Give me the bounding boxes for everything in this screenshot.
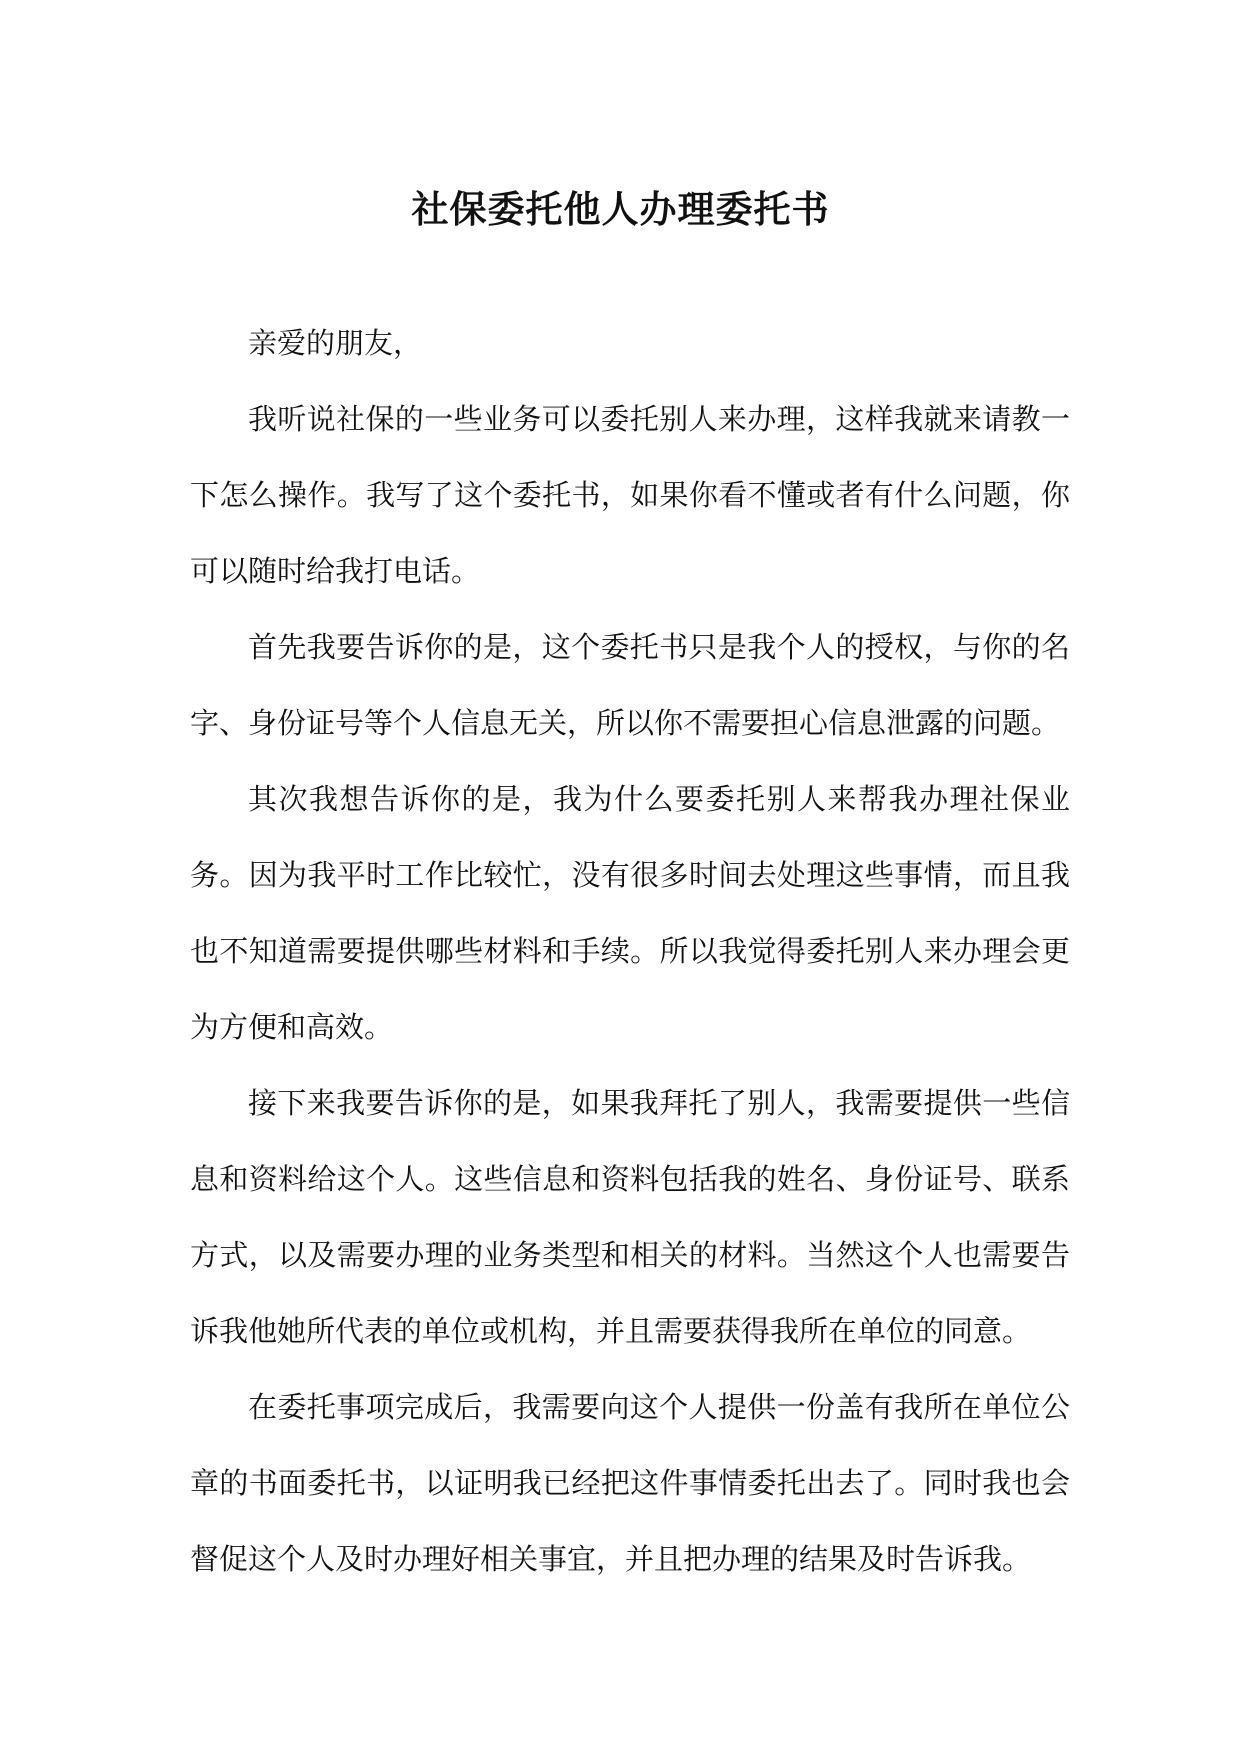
information-paragraph: 接下来我要告诉你的是，如果我拜托了别人，我需要提供一些信息和资料给这个人。这些信息和资料包括我的姓名、身份证号、联系方式，以及需要办理的业务类型和相关的材料。当然这个人也需要告诉我他她所代表的单位或机构，并且需要获得我所在单位的同意。	[190, 1086, 1070, 1348]
authorization-paragraph: 首先我要告诉你的是，这个委托书只是我个人的授权，与你的名字、身份证号等个人信息无关，所以你不需要担心信息泄露的问题。	[190, 630, 1070, 740]
completion-paragraph: 在委托事项完成后，我需要向这个人提供一份盖有我所在单位公章的书面委托书，以证明我已经把这件事情委托出去了。同时我也会督促这个人及时办理好相关事宜，并且把办理的结果及时告诉我。	[190, 1390, 1070, 1576]
document-title: 社保委托他人办理委托书	[411, 187, 830, 231]
document-body	[190, 305, 1070, 1597]
intro-paragraph: 我听说社保的一些业务可以委托别人来办理，这样我就来请教一下怎么操作。我写了这个委托书，如果你看不懂或者有什么问题，你可以随时给我打电话。	[190, 402, 1070, 588]
salutation-paragraph: 亲爱的朋友，	[248, 326, 423, 360]
reason-paragraph: 其次我想告诉你的是，我为什么要委托别人来帮我办理社保业务。因为我平时工作比较忙，没有很多时间去处理这些事情，而且我也不知道需要提供哪些材料和手续。所以我觉得委托别人来办理会更为方便和高效。	[190, 782, 1070, 1044]
